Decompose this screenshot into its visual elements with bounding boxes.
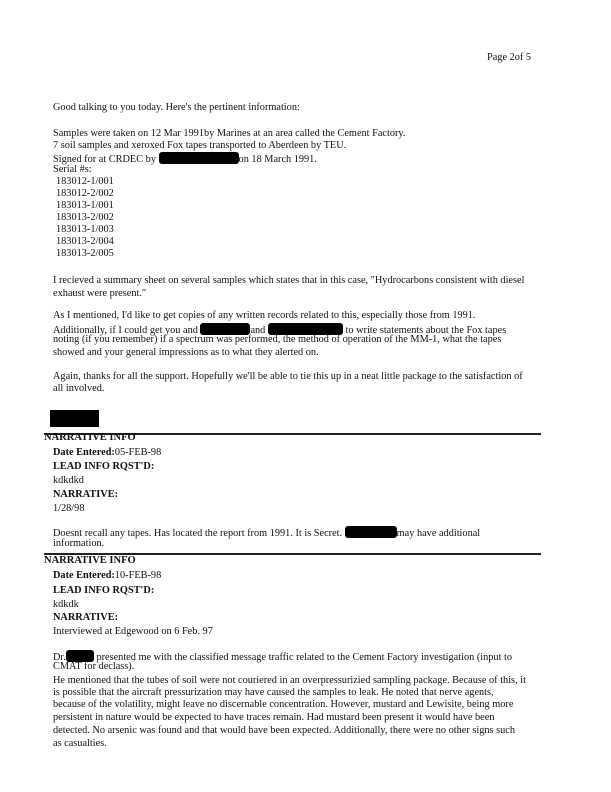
request-text: Additionally, if I could get you and bbox=[53, 325, 198, 336]
thanks-line-1: Again, thanks for all the support. Hopefully we'll be able to tie this up in a neat little package to the satisfaction of bbox=[53, 371, 523, 382]
paragraph-2-line-5: detected. No arsenic was found and that would have been expected. Additionally, there were no other signs such bbox=[53, 725, 515, 736]
paragraph-2-line-2: is possible that the aircraft pressurization may have caused the samples to leak. He noted that nerve agents, bbox=[53, 687, 494, 698]
serial-4: 183013-2/002 bbox=[56, 212, 114, 223]
signed-suffix: on 18 March 1991. bbox=[238, 154, 317, 165]
signed-line bbox=[53, 152, 317, 166]
request-text: to write statements about the Fox tapes bbox=[345, 325, 507, 336]
narrative-header-2: NARRATIVE INFO bbox=[44, 555, 136, 566]
request-text: and bbox=[250, 325, 266, 336]
serial-6: 183013-2/004 bbox=[56, 236, 114, 247]
narrative-label-1: NARRATIVE: bbox=[53, 489, 119, 500]
paragraph-2-line-6: as casualties. bbox=[53, 738, 107, 749]
serial-1: 183012-1/001 bbox=[56, 176, 114, 187]
narrative-text-2: information. bbox=[53, 538, 105, 549]
date-value: 10-FEB-98 bbox=[114, 570, 162, 581]
date-value: 05-FEB-98 bbox=[114, 447, 162, 458]
narrative-text-1 bbox=[53, 526, 480, 540]
serial-7: 183013-2/005 bbox=[56, 248, 114, 259]
signed-prefix: Signed for at CRDEC by bbox=[53, 154, 156, 165]
date-entered-2 bbox=[53, 570, 161, 582]
serial-2: 183012-2/002 bbox=[56, 188, 114, 199]
date-label: Date Entered: bbox=[53, 447, 115, 458]
serial-5: 183013-1/003 bbox=[56, 224, 114, 235]
page-number: Page 2of 5 bbox=[487, 52, 532, 63]
lead-label-2: LEAD INFO RQST'D: bbox=[53, 585, 155, 596]
paragraph-2-line-4: persistent in nature would be expected to have traces remain. Had mustard been present it would have been bbox=[53, 712, 495, 723]
lead-value-2: kdkdk bbox=[53, 599, 79, 610]
serial-label: Serial #s: bbox=[53, 164, 92, 175]
samples-line: Samples were taken on 12 Mar 1991by Marines at an area called the Cement Factory. bbox=[53, 128, 406, 139]
narrative-text: presented me with the classified message traffic related to the Cement Factory investigation (input to bbox=[96, 652, 513, 663]
narrative-text: may have additional bbox=[396, 528, 481, 539]
lead-value-1: kdkdkd bbox=[53, 475, 84, 486]
signature-redaction bbox=[50, 410, 99, 427]
thanks-line-2: all involved. bbox=[53, 383, 105, 394]
paragraph-1-line-2: CMAT for declass). bbox=[53, 661, 135, 672]
paragraph-2-line-1: He mentioned that the tubes of soil were not couriered in an overpressurizied sampling package. Because of this, it bbox=[53, 675, 526, 686]
redaction bbox=[159, 152, 239, 164]
date-label: Date Entered: bbox=[53, 570, 115, 581]
lead-label-1: LEAD INFO RQST'D: bbox=[53, 461, 155, 472]
narrative-date-1: 1/28/98 bbox=[53, 503, 85, 514]
paragraph-2-line-3: because of the volatility, might leave no discernable concentration. However, mustard and Lewisite, being more bbox=[53, 699, 514, 710]
request-line-4: showed and your general impressions as to what they alerted on. bbox=[53, 347, 319, 358]
serial-3: 183013-1/001 bbox=[56, 200, 114, 211]
narrative-header-1: NARRATIVE INFO bbox=[44, 432, 136, 443]
narrative-label-2: NARRATIVE: bbox=[53, 612, 119, 623]
narrative-text: Dr. bbox=[53, 652, 66, 663]
summary-line-1: I recieved a summary sheet on several samples which states that in this case, "Hydrocarbons consistent with diesel bbox=[53, 275, 525, 286]
soil-line: 7 soil samples and xeroxed Fox tapes transported to Aberdeen by TEU. bbox=[53, 140, 347, 151]
greeting: Good talking to you today. Here's the pertinent information: bbox=[53, 102, 300, 113]
request-line-1: As I mentioned, I'd like to get copies of any written records related to this, especially those from 1991. bbox=[53, 310, 476, 321]
request-line-3: noting (if you remember) if a spectrum was performed, the method of operation of the MM-1, what the tapes bbox=[53, 334, 502, 345]
summary-line-2: exhaust were present." bbox=[53, 288, 147, 299]
interview-line: Interviewed at Edgewood on 6 Feb. 97 bbox=[53, 626, 213, 637]
redaction bbox=[345, 526, 397, 538]
narrative-text: Doesnt recall any tapes. Has located the report from 1991. It is Secret. bbox=[53, 528, 343, 539]
date-entered-1 bbox=[53, 447, 161, 459]
